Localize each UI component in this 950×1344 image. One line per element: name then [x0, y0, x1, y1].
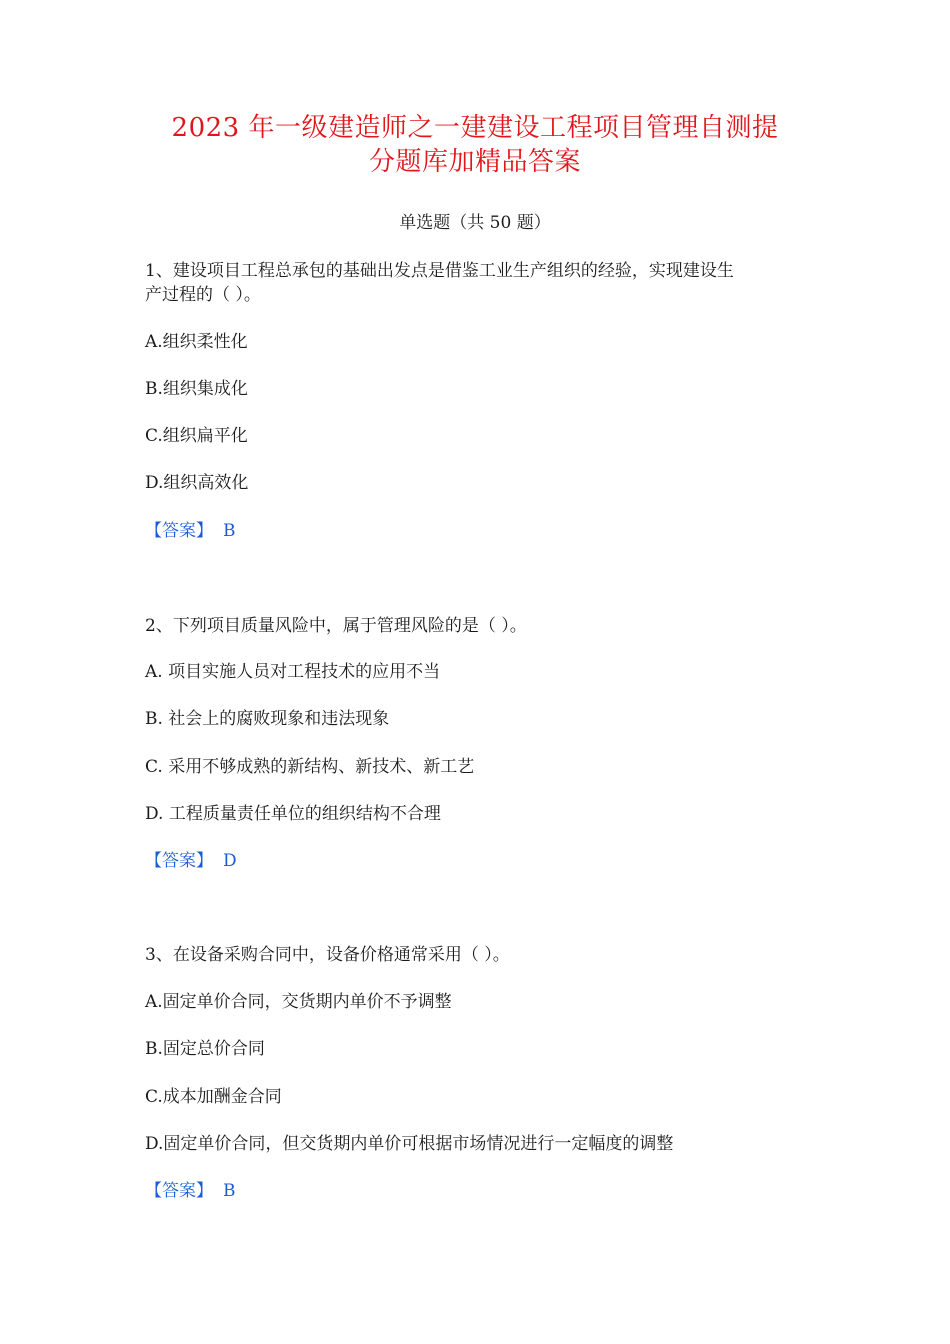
answer-value: B	[223, 521, 236, 541]
question-1-answer	[145, 519, 236, 543]
question-2-stem-line1: 2、下列项目质量风险中，属于管理风险的是（ ）。	[145, 616, 527, 636]
question-1-stem-line2: 产过程的（ ）。	[145, 285, 261, 305]
question-2-option-d: D. 工程质量责任单位的组织结构不合理	[145, 804, 441, 824]
question-2-answer	[145, 849, 237, 873]
question-2-option-a: A. 项目实施人员对工程技术的应用不当	[145, 662, 441, 682]
question-1-option-d: D.组织高效化	[145, 473, 249, 493]
question-1-option-a: A.组织柔性化	[145, 332, 248, 352]
question-3-answer	[145, 1179, 236, 1203]
answer-label: 【答案】	[145, 851, 213, 871]
question-1-option-c: C.组织扁平化	[145, 426, 248, 446]
question-3-stem-line1: 3、在设备采购合同中，设备价格通常采用（ ）。	[145, 945, 510, 965]
answer-value: B	[223, 1181, 236, 1201]
document-title-line2: 分题库加精品答案	[368, 147, 581, 177]
question-3-option-b: B.固定总价合同	[145, 1039, 265, 1059]
question-3-option-a: A.固定单价合同，交货期内单价不予调整	[145, 992, 452, 1012]
question-2-option-c: C. 采用不够成熟的新结构、新技术、新工艺	[145, 757, 475, 777]
question-1-stem-line1: 1、建设项目工程总承包的基础出发点是借鉴工业生产组织的经验，实现建设生	[145, 261, 734, 281]
answer-label: 【答案】	[145, 521, 213, 541]
document-title-line1: 2023 年一级建造师之一建建设工程项目管理自测提	[171, 113, 779, 143]
question-1-option-b: B.组织集成化	[145, 379, 248, 399]
question-2-option-b: B. 社会上的腐败现象和违法现象	[145, 709, 390, 729]
section-heading: 单选题（共 50 题）	[399, 213, 551, 233]
question-3-option-c: C.成本加酬金合同	[145, 1087, 282, 1107]
answer-label: 【答案】	[145, 1181, 213, 1201]
question-3-option-d: D.固定单价合同，但交货期内单价可根据市场情况进行一定幅度的调整	[145, 1134, 674, 1154]
answer-value: D	[223, 851, 237, 871]
